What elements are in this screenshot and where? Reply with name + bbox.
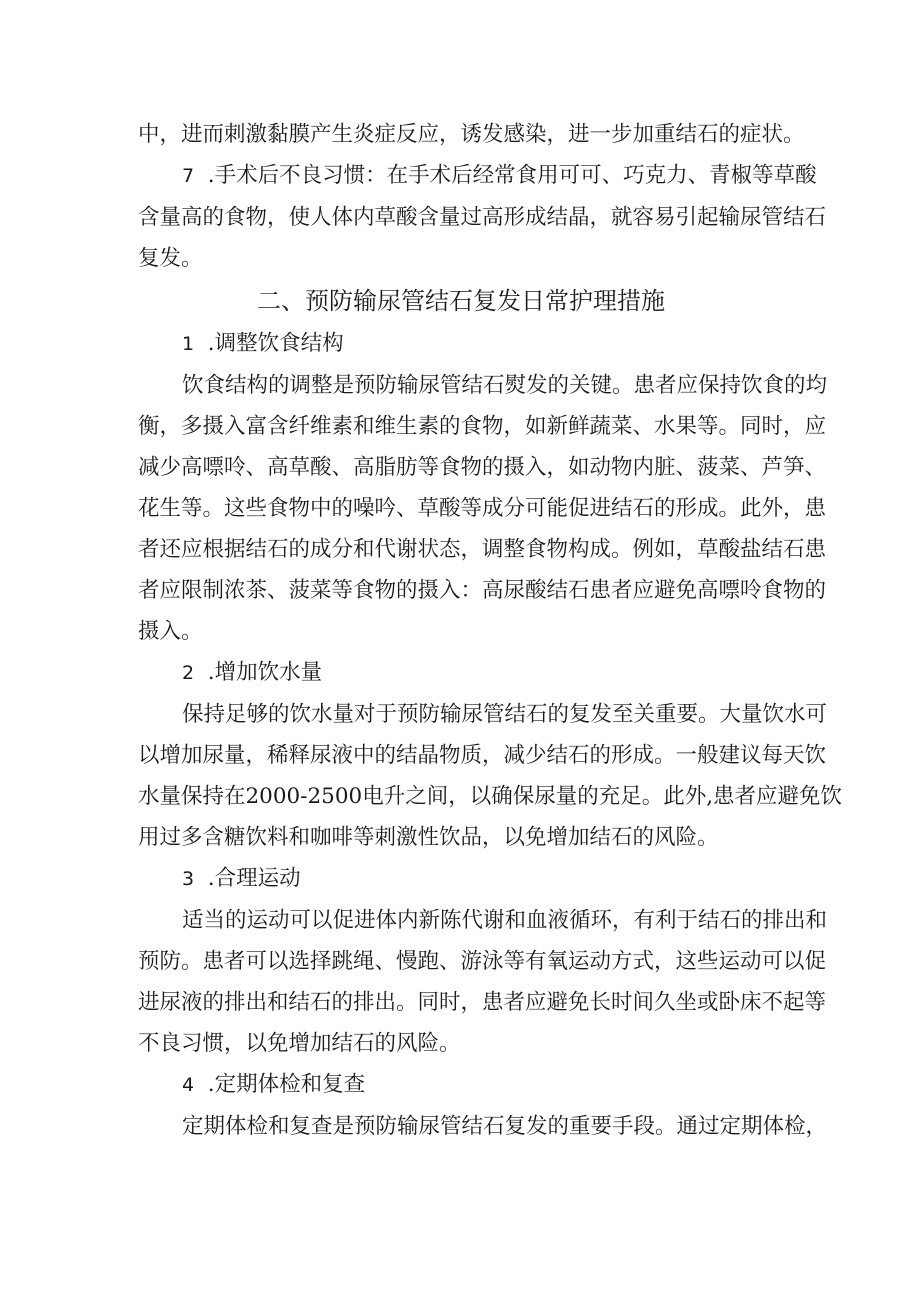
item-number: 7 — [182, 165, 195, 187]
text-line: 不良习惯，以免增加结石的风险。 — [138, 1031, 461, 1056]
subsection-3-body — [138, 900, 828, 1064]
subsection-title-text: .合理运动 — [207, 866, 301, 891]
text-line: 花生等。这些食物中的噪吟、草酸等成分可能促进结石的形成。此外，患 — [138, 496, 827, 521]
text-line: 复发。 — [138, 246, 203, 271]
subsection-4-title — [138, 1064, 784, 1106]
item-text: .手术后不良习惯：在手术后经常食用可可、巧克力、青椒等草酸 — [207, 163, 817, 188]
text-line: 者应限制浓茶、菠菜等食物的摄入：高尿酸结石患者应避免高嘌呤食物的 — [138, 578, 827, 603]
text-line: 衡，多摄入富含纤维素和维生素的食物，如新鲜蔬菜、水果等。同时，应 — [138, 414, 827, 439]
subsection-2-body — [138, 694, 843, 858]
subsection-1-body — [138, 365, 828, 652]
subsection-number: 2 — [182, 662, 195, 684]
subsection-title-text: .调整饮食结构 — [207, 331, 344, 356]
text-line: 摄入。 — [138, 619, 203, 644]
subsection-1-title — [138, 323, 784, 365]
text-line: 减少高嘌呤、高草酸、高脂肪等食物的摄入，如动物内脏、菠菜、芦笋、 — [138, 455, 827, 480]
text-line: 定期体检和复查是预防输尿管结石复发的重要手段。通过定期体检， — [182, 1114, 828, 1139]
text-line: 进尿液的排出和结石的排出。同时，患者应避免长时间久坐或卧床不起等 — [138, 990, 827, 1015]
document-page — [138, 114, 843, 1147]
subsection-2-title — [138, 652, 784, 694]
text-line: 中，进而刺激黏膜产生炎症反应，诱发感染，进一步加重结石的症状。 — [138, 122, 805, 147]
subsection-title-text: .增加饮水量 — [207, 660, 323, 685]
text-line: 者还应根据结石的成分和代谢状态，调整食物构成。例如，草酸盐结石患 — [138, 537, 827, 562]
item-7-paragraph — [138, 155, 827, 279]
text-line: 用过多含糖饮料和咖啡等刺激性饮品，以免增加结石的风险。 — [138, 825, 719, 850]
text-line: 水量保持在2000-2500电升之间，以确保尿量的充足。此外,患者应避免饮 — [138, 784, 843, 809]
continuation-paragraph — [138, 114, 805, 155]
text-line: 保持足够的饮水量对于预防输尿管结石的复发至关重要。大量饮水可 — [182, 702, 828, 727]
text-line: 预防。患者可以选择跳绳、慢跑、游泳等有氧运动方式，这些运动可以促 — [138, 949, 827, 974]
subsection-number: 3 — [182, 868, 195, 890]
subsection-title-text: .定期体检和复查 — [207, 1072, 366, 1097]
subsection-3-title — [138, 858, 784, 900]
text-line: 含量高的食物，使人体内草酸含量过高形成结晶，就容易引起输尿管结石 — [138, 205, 827, 230]
text-line: 饮食结构的调整是预防输尿管结石熨发的关键。患者应保持饮食的均 — [182, 373, 828, 398]
text-line — [138, 155, 817, 197]
subsection-number: 4 — [182, 1074, 195, 1096]
text-line: 以增加尿量，稀释尿液中的结晶物质，减少结石的形成。一般建议每天饮 — [138, 743, 827, 768]
subsection-4-body — [138, 1106, 828, 1147]
subsection-number: 1 — [182, 333, 195, 355]
text-line: 适当的运动可以促进体内新陈代谢和血液循环，有利于结石的排出和 — [182, 908, 828, 933]
section-heading: 二、预防输尿管结石复发日常护理措施 — [257, 287, 665, 315]
